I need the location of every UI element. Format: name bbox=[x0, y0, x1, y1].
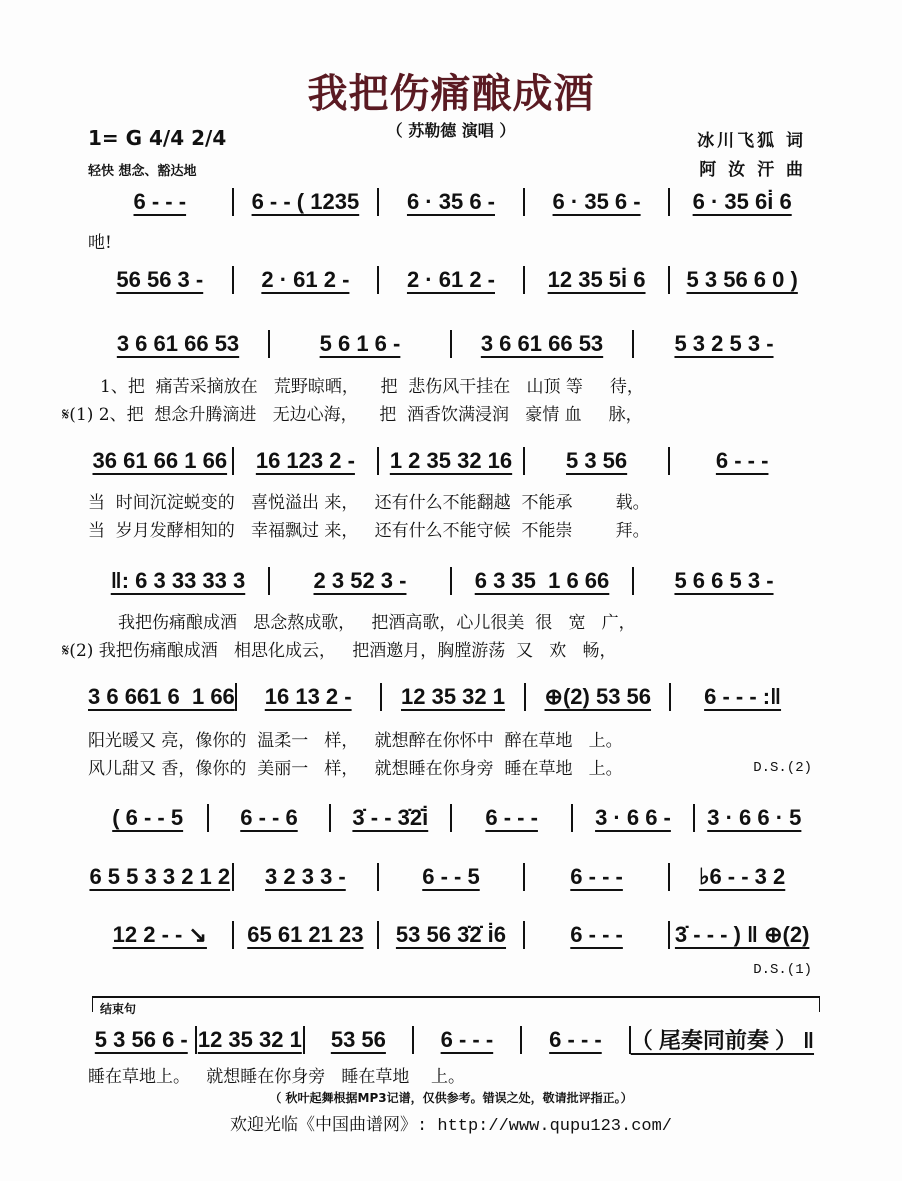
song-title: 我把伤痛酿成酒 bbox=[307, 71, 595, 117]
measure: 6 · 35 6 - bbox=[552, 189, 641, 214]
lyric-line: 𝄋(1) 2、把 想念升腾滴进 无边心海， 把 酒香饮满浸润 豪情 血 脉， bbox=[62, 405, 643, 425]
da-segno-mark: D.S.(2) bbox=[753, 760, 812, 776]
measure: ♭6 - - 3 2 bbox=[699, 864, 786, 889]
ending-bracket bbox=[92, 996, 820, 1012]
measure: 12 35 32 1 bbox=[197, 1026, 302, 1052]
music-line bbox=[88, 804, 814, 832]
lyric-line: 当 时间沉淀蜕变的 喜悦溢出 来， 还有什么不能翻越 不能承 载。 bbox=[88, 493, 650, 513]
composer: 阿 汝 汗 曲 bbox=[699, 160, 806, 180]
lyric-line: 我把伤痛酿成酒 思念熬成歌， 把酒高歌，心儿很美 很 宽 广， bbox=[118, 613, 636, 633]
measure: 5 3 56 6 0 ) bbox=[686, 267, 798, 292]
measure: 6 5 5 3 3 2 1 2 bbox=[89, 864, 231, 889]
measure: 16 13 2 - bbox=[264, 684, 352, 709]
measure: 3 6 661 6 1 66 bbox=[88, 684, 235, 709]
measure: 2 · 61 2 - bbox=[406, 267, 495, 292]
measure: 53 56 3̇2̇ i̇6 bbox=[395, 922, 507, 947]
measure: 6 - - ( 1235 bbox=[251, 189, 360, 214]
measure: 12 2 - - ↘ bbox=[112, 922, 207, 947]
measure: 5 3 2 5 3 - bbox=[674, 331, 774, 356]
music-line bbox=[88, 447, 814, 475]
measure: 16 123 2 - bbox=[255, 448, 355, 473]
tempo-marking: 轻快 想念、豁达地 bbox=[88, 164, 197, 179]
measure: 3 2 3 3 - bbox=[265, 864, 346, 889]
measure: 6 - - - bbox=[570, 922, 623, 947]
music-line bbox=[88, 330, 814, 358]
measure: 3 · 6 6 · 5 bbox=[707, 805, 802, 830]
measure: 12 35 5i̇ 6 bbox=[547, 267, 646, 292]
lyric-line: 风儿甜又 香，像你的 美丽一 样， 就想睡在你身旁 睡在草地 上。 bbox=[88, 759, 623, 779]
music-line bbox=[88, 1024, 814, 1055]
measure: 6 - - 5 bbox=[422, 864, 480, 889]
measure: 6 - - - bbox=[715, 448, 769, 473]
lyric-line: 睡在草地上。 就想睡在你身旁 睡在草地 上。 bbox=[88, 1067, 466, 1087]
measure: 1 2 35 32 16 bbox=[389, 448, 513, 473]
measure: 3 · 6 6 - bbox=[595, 805, 671, 830]
measure: 6 - - - bbox=[133, 189, 187, 214]
measure: 56 56 3 - bbox=[116, 267, 204, 292]
measure: 65 61 21 23 bbox=[247, 922, 364, 947]
music-line bbox=[88, 188, 814, 216]
measure: 12 35 32 1 bbox=[401, 684, 505, 709]
lyric-line: 1、把 痛苦采摘放在 荒野晾晒， 把 悲伤风干挂在 山顶 等 待， bbox=[100, 377, 644, 397]
measure: 36 61 66 1 66 bbox=[92, 448, 228, 473]
music-line bbox=[88, 863, 814, 891]
da-segno-mark: D.S.(1) bbox=[753, 962, 812, 978]
measure: 6 - - - bbox=[485, 805, 538, 830]
measure: 53 56 bbox=[330, 1026, 386, 1052]
measure: ⊕(2) 53 56 bbox=[544, 684, 652, 709]
measure: 6 3 35 1 6 66 bbox=[474, 568, 610, 593]
measure: 6 - - - bbox=[570, 864, 623, 889]
measure: 3̇ - - 3̇2̇i̇ bbox=[352, 805, 429, 830]
measure: 6 · 35 6i̇ 6 bbox=[692, 189, 792, 214]
measure: 6 - - - bbox=[440, 1026, 494, 1052]
measure: 2 3 52 3 - bbox=[313, 568, 407, 593]
music-line bbox=[88, 266, 814, 294]
measure: 6 - - - :‖ bbox=[704, 684, 782, 709]
measure: 6 · 35 6 - bbox=[406, 189, 495, 214]
measure: 3 6 61 66 53 bbox=[116, 331, 240, 356]
site-footer: 欢迎光临《中国曲谱网》: http://www.qupu123.com/ bbox=[229, 1117, 673, 1136]
lyric-line: 吔! bbox=[88, 233, 112, 253]
measure: 2 · 61 2 - bbox=[261, 267, 350, 292]
measure: 6 - - 6 bbox=[240, 805, 298, 830]
measure: 5 3 56 bbox=[565, 448, 628, 473]
lyric-line: 当 岁月发酵相知的 幸福飘过 来， 还有什么不能守候 不能崇 拜。 bbox=[88, 521, 650, 541]
ending-label: 结束句 bbox=[100, 1002, 137, 1016]
measure: 5 3 56 6 - bbox=[94, 1026, 188, 1052]
measure: 6 - - - bbox=[549, 1026, 602, 1052]
measure: 5 6 6 5 3 - bbox=[674, 568, 774, 593]
music-line bbox=[88, 683, 814, 711]
lyric-line: 阳光暖又 亮，像你的 温柔一 样， 就想醉在你怀中 醉在草地 上。 bbox=[88, 731, 623, 751]
measure: ( 6 - - 5 bbox=[112, 805, 184, 830]
measure: （ 尾奏同前奏 ） ‖ bbox=[630, 1028, 815, 1053]
measure: 3̇ - - - ) ‖ ⊕(2) bbox=[674, 922, 810, 947]
measure: ‖: 6 3 33 33 3 bbox=[110, 568, 246, 593]
lyricist: 冰川飞狐 词 bbox=[697, 131, 806, 151]
measure: 5 6 1 6 - bbox=[319, 331, 401, 356]
measure: 3 6 61 66 53 bbox=[480, 331, 604, 356]
lyric-line: 𝄋(2) 我把伤痛酿成酒 相思化成云， 把酒邀月，胸膛游荡 又 欢 畅， bbox=[62, 641, 617, 661]
transcription-note: （ 秋叶起舞根据MP3记谱，仅供参考。错误之处，敬请批评指正。） bbox=[269, 1091, 633, 1105]
music-line bbox=[88, 567, 814, 595]
music-line bbox=[88, 921, 814, 949]
singer: （ 苏勒德 演唱 ） bbox=[386, 121, 516, 140]
key-signature: 1= G 4/4 2/4 bbox=[88, 126, 227, 150]
